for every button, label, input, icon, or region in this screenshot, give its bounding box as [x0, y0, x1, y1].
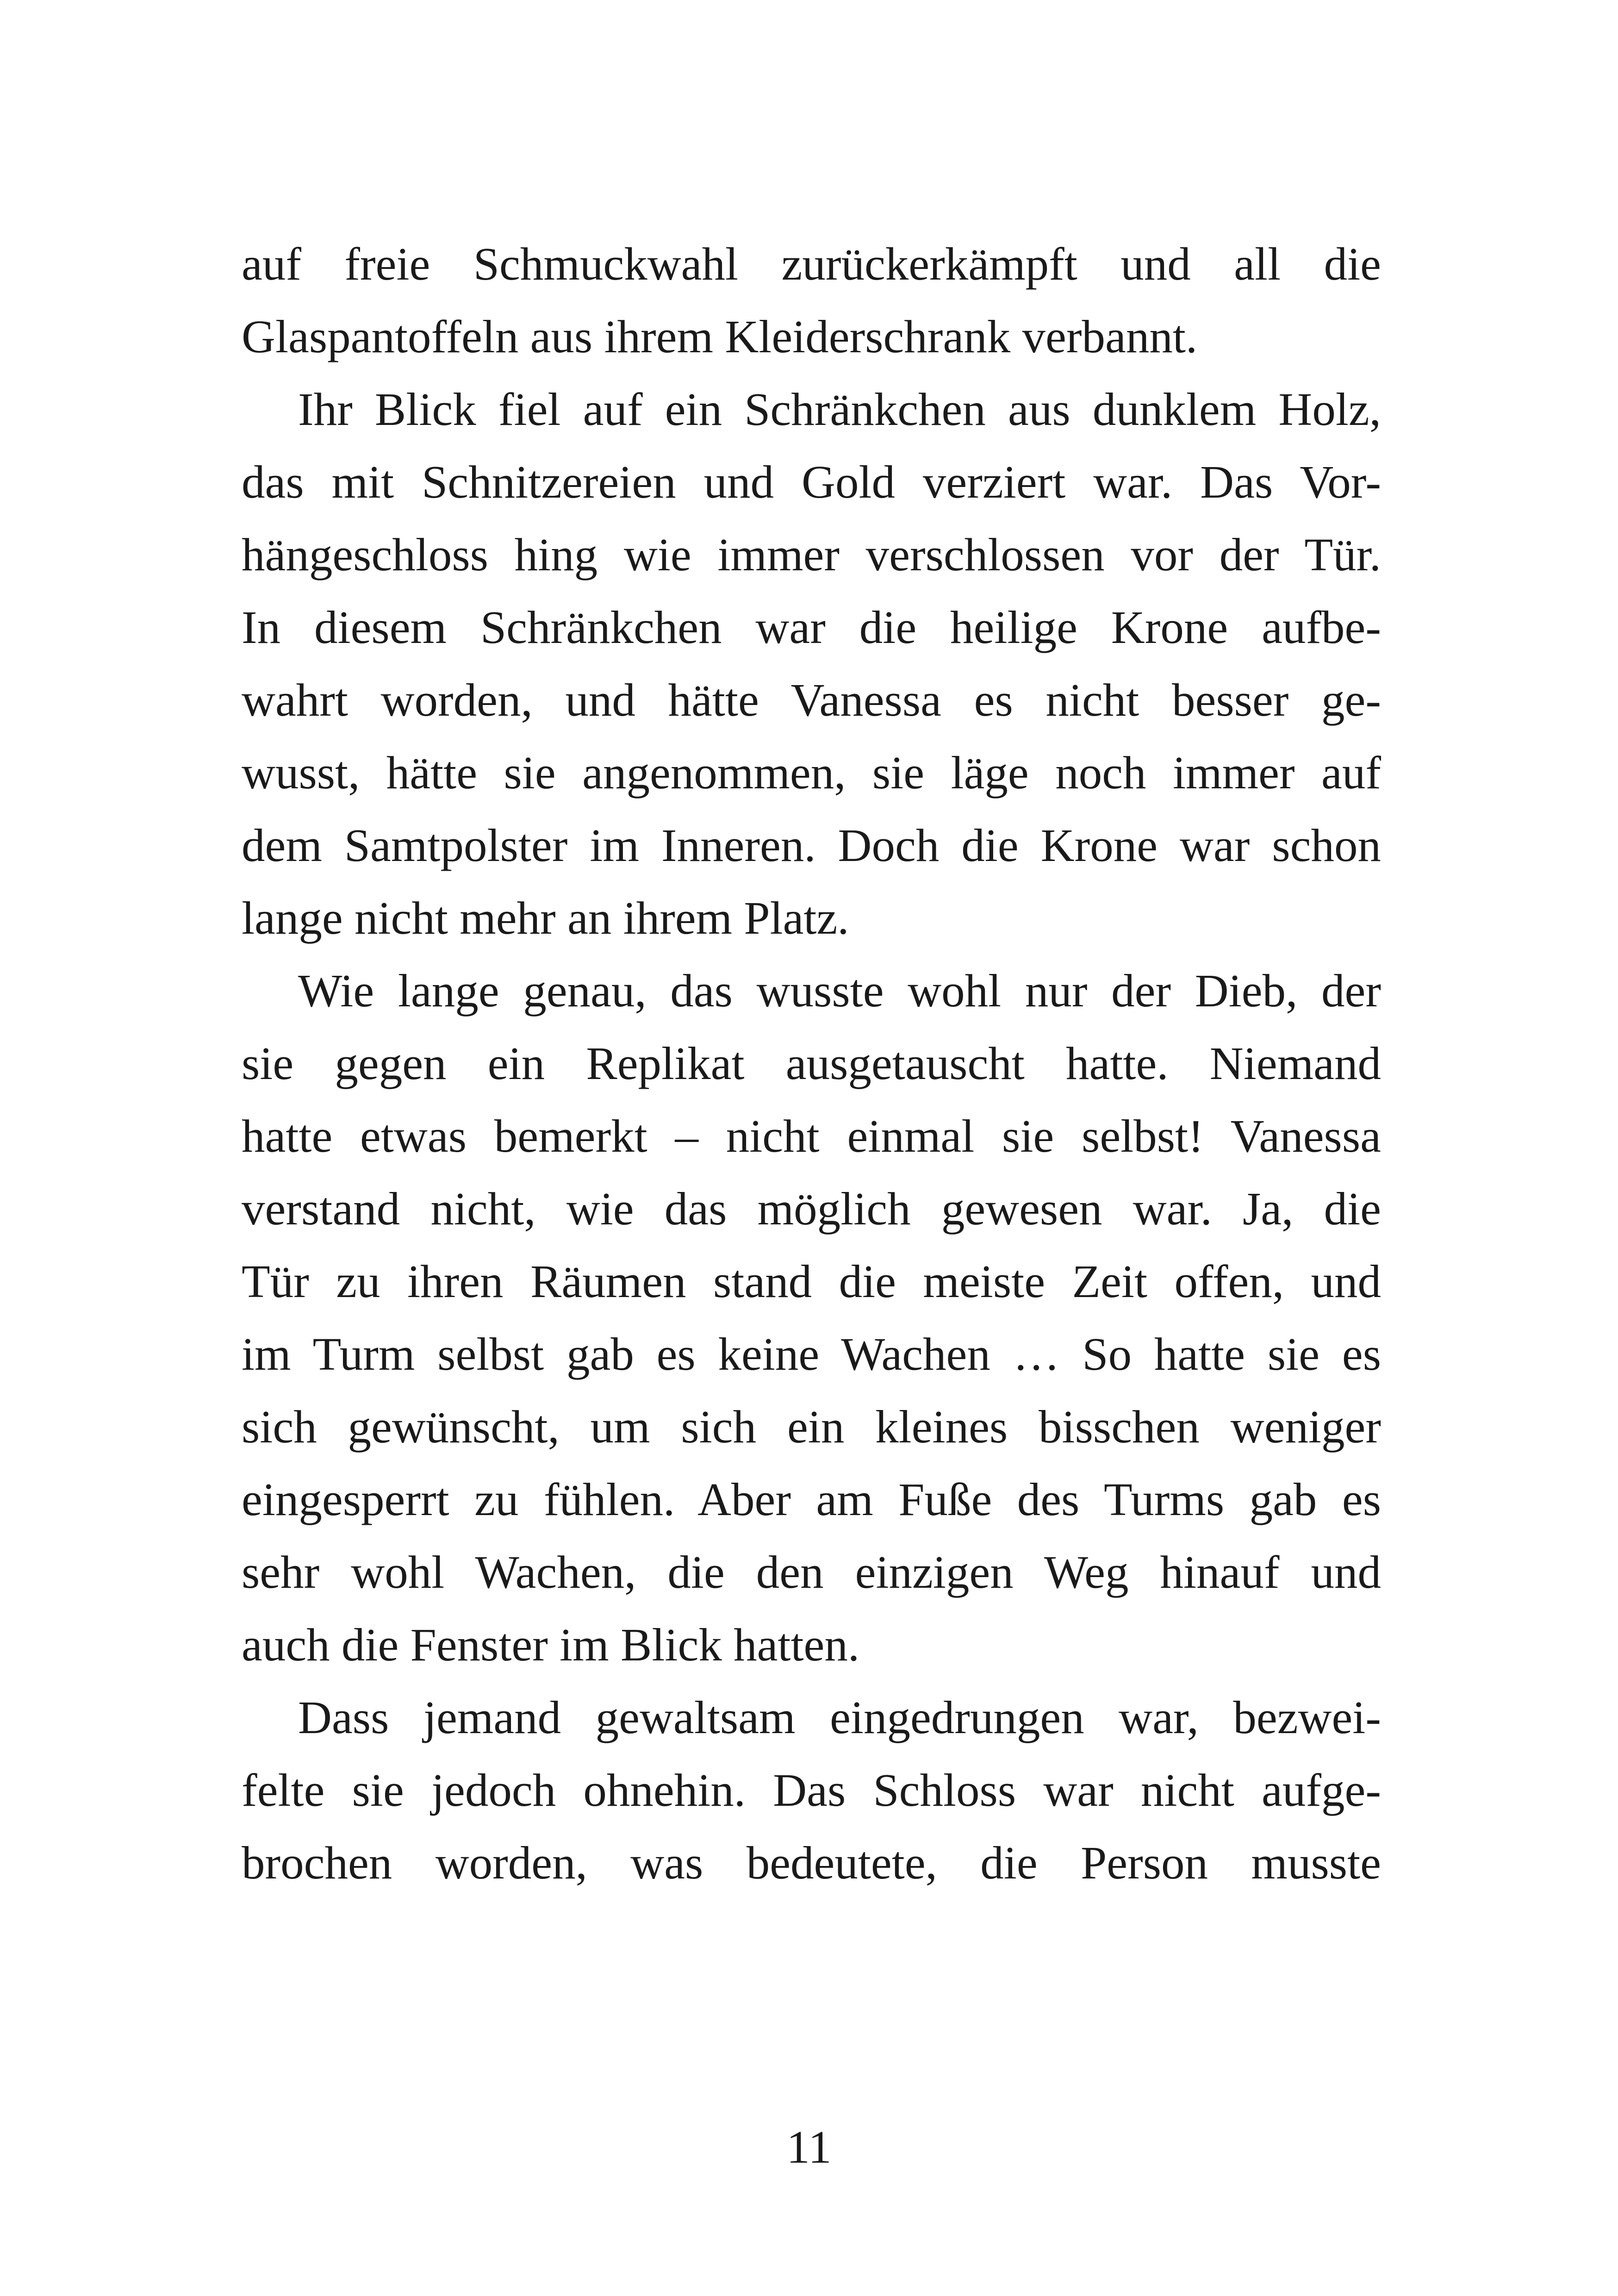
text-line: Tür zu ihren Räumen stand die meiste Zeit offen, und	[242, 1255, 1381, 1307]
paragraph-1	[242, 228, 1381, 373]
text-line: wusst, hätte sie angenommen, sie läge noch immer auf	[242, 747, 1381, 799]
text-line: eingesperrt zu fühlen. Aber am Fuße des Turms gab es	[242, 1473, 1381, 1525]
text-line: Glaspantoffeln aus ihrem Kleiderschrank verbannt.	[242, 311, 1198, 362]
text-line: auf freie Schmuckwahl zurückerkämpft und all die	[242, 238, 1381, 290]
text-line: im Turm selbst gab es keine Wachen … So hatte sie es	[242, 1328, 1381, 1380]
text-line: wahrt worden, und hätte Vanessa es nicht besser ge-	[242, 674, 1381, 726]
text-line: Ihr Blick fiel auf ein Schränkchen aus dunklem Holz,	[298, 383, 1381, 435]
text-line: dem Samtpolster im Inneren. Doch die Krone war schon	[242, 819, 1381, 871]
paragraph-2	[242, 373, 1381, 955]
text-line: sehr wohl Wachen, die den einzigen Weg hinauf und	[242, 1546, 1381, 1598]
page-number: 11	[786, 2121, 832, 2173]
text-line: hängeschloss hing wie immer verschlossen vor der Tür.	[242, 529, 1381, 580]
text-line: lange nicht mehr an ihrem Platz.	[242, 892, 849, 944]
text-line: felte sie jedoch ohnehin. Das Schloss war nicht aufge-	[242, 1764, 1381, 1816]
text-line: sich gewünscht, um sich ein kleines bisschen weniger	[242, 1401, 1381, 1453]
paragraph-4	[242, 1681, 1381, 1899]
text-line: verstand nicht, wie das möglich gewesen war. Ja, die	[242, 1183, 1381, 1235]
text-line: auch die Fenster im Blick hatten.	[242, 1619, 860, 1671]
text-line: Dass jemand gewaltsam eingedrungen war, bezwei-	[298, 1691, 1381, 1743]
paragraph-3	[242, 955, 1381, 1681]
body-text	[242, 228, 1381, 1899]
text-line: hatte etwas bemerkt – nicht einmal sie selbst! Vanessa	[242, 1110, 1381, 1162]
text-line: das mit Schnitzereien und Gold verziert war. Das Vor-	[242, 456, 1381, 508]
text-line: sie gegen ein Replikat ausgetauscht hatte. Niemand	[242, 1037, 1381, 1089]
text-line: In diesem Schränkchen war die heilige Krone aufbe-	[242, 601, 1381, 653]
text-line: Wie lange genau, das wusste wohl nur der Dieb, der	[298, 965, 1381, 1017]
text-line: brochen worden, was bedeutete, die Person musste	[242, 1837, 1381, 1889]
